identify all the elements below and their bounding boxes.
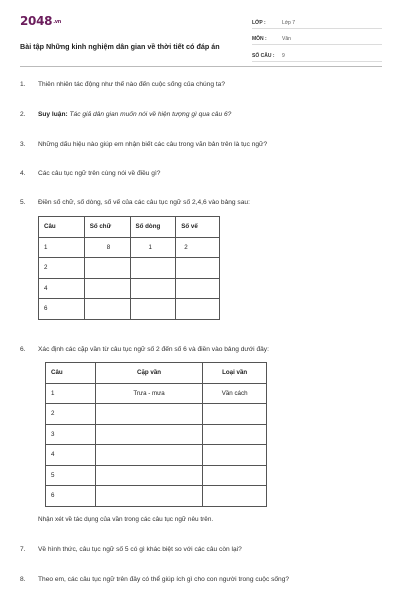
- question-text: Những dấu hiệu nào giúp em nhận biết các câu trong văn bản trên là tục ngữ?: [38, 141, 268, 148]
- table-cell[interactable]: [203, 465, 267, 486]
- question-text: Các câu tục ngữ trên cùng nói về điều gì?: [38, 170, 161, 177]
- table-cell[interactable]: [176, 258, 220, 279]
- table-cell: 4: [39, 278, 85, 299]
- document-title: Bài tập Những kinh nghiệm dân gian về thời tiết có đáp án: [20, 42, 220, 51]
- table-header-row: [39, 217, 220, 238]
- question-number: 1.: [20, 81, 26, 88]
- table-header-cell: Số dòng: [130, 217, 176, 238]
- table-row: [39, 258, 220, 279]
- table-row: [39, 278, 220, 299]
- table-rhyme-pairs: [45, 362, 267, 507]
- table-row: [46, 383, 267, 404]
- table-row: [46, 424, 267, 445]
- question-number: 8.: [20, 576, 26, 583]
- table-cell[interactable]: [130, 278, 176, 299]
- table-cell[interactable]: [84, 299, 130, 320]
- table-cell[interactable]: [176, 299, 220, 320]
- meta-key: MÔN :: [252, 36, 267, 42]
- table-header-row: [46, 363, 267, 384]
- question-text: Theo em, các câu tục ngữ trên đây có thể giúp ích gì cho con người trong cuộc sống?: [38, 576, 290, 583]
- table-cell[interactable]: [130, 299, 176, 320]
- meta-row-class: [252, 14, 382, 29]
- table-header-cell: Số vế: [176, 217, 220, 238]
- table-cell: 8: [84, 237, 130, 258]
- table-cell: 1: [46, 383, 96, 404]
- question-4: [20, 170, 382, 177]
- table-header-cell: Cặp vần: [95, 363, 202, 384]
- table-cell[interactable]: [95, 465, 202, 486]
- table-cell: 1: [130, 237, 176, 258]
- meta-key: LỚP :: [252, 19, 266, 26]
- meta-row-subject: [252, 31, 382, 46]
- logo-main: 2048: [20, 14, 53, 28]
- table-cell: 4: [46, 445, 96, 466]
- question-3: [20, 141, 382, 148]
- table-row: [46, 445, 267, 466]
- question-text: Điền số chữ, số dòng, số vế của các câu tục ngữ số 2,4,6 vào bảng sau:: [38, 199, 250, 206]
- table-cell: 2: [176, 237, 220, 258]
- question-number: 3.: [20, 141, 26, 148]
- question-6-note: Nhận xét về tác dụng của vần trong các câu tục ngữ nêu trên.: [38, 516, 214, 523]
- table-cell: Vần cách: [203, 383, 267, 404]
- table-header-cell: Loại vần: [203, 363, 267, 384]
- table-cell[interactable]: [95, 424, 202, 445]
- table-cell: 6: [39, 299, 85, 320]
- table-cell[interactable]: [84, 278, 130, 299]
- table-header-cell: Câu: [39, 217, 85, 238]
- meta-row-count: [252, 47, 382, 62]
- question-5: [20, 199, 382, 206]
- table-cell[interactable]: [203, 486, 267, 507]
- meta-value: 9: [282, 52, 285, 59]
- question-8: [20, 576, 382, 583]
- meta-value: Lớp 7: [282, 19, 296, 26]
- question-number: 6.: [20, 346, 26, 353]
- table-cell: 6: [46, 486, 96, 507]
- table-row: [39, 299, 220, 320]
- table-cell: 2: [46, 404, 96, 425]
- table-cell[interactable]: [95, 486, 202, 507]
- question-text: Thiên nhiên tác động như thế nào đến cuộc sống của chúng ta?: [38, 81, 225, 88]
- question-number: 4.: [20, 170, 26, 177]
- table-cell[interactable]: [203, 424, 267, 445]
- table-header-cell: Câu: [46, 363, 96, 384]
- question-italic-text: Tác giả dân gian muốn nói về hiện tượng gì qua câu 6?: [69, 111, 232, 118]
- table-cell[interactable]: [130, 258, 176, 279]
- table-row: [46, 404, 267, 425]
- document-header: [20, 12, 382, 64]
- table-row: [46, 465, 267, 486]
- question-label: Suy luận:: [38, 111, 68, 118]
- meta-value: Văn: [282, 36, 291, 42]
- question-text: [38, 111, 382, 118]
- header-divider: [20, 66, 382, 67]
- question-text: Xác định các cặp vần từ câu tục ngữ số 2 đến số 6 và điền vào bảng dưới đây:: [38, 346, 269, 353]
- table-cell[interactable]: [95, 445, 202, 466]
- question-number: 2.: [20, 111, 26, 118]
- question-number: 7.: [20, 546, 26, 553]
- meta-panel: [252, 14, 382, 64]
- question-number: 5.: [20, 199, 26, 206]
- question-2: [20, 111, 382, 118]
- table-header-cell: Số chữ: [84, 217, 130, 238]
- table-row: [39, 237, 220, 258]
- table-cell: 5: [46, 465, 96, 486]
- table-cell: 2: [39, 258, 85, 279]
- meta-key: SỐ CÂU :: [252, 52, 275, 59]
- logo-suffix: .vn: [53, 18, 62, 25]
- table-cell[interactable]: [203, 445, 267, 466]
- table-cell[interactable]: [203, 404, 267, 425]
- table-word-count: [38, 216, 220, 320]
- table-cell: Trưa - mưa: [95, 383, 202, 404]
- question-1: [20, 81, 382, 88]
- table-cell[interactable]: [176, 278, 220, 299]
- table-row: [46, 486, 267, 507]
- question-text: Về hình thức, câu tục ngữ số 5 có gì khác biệt so với các câu còn lại?: [38, 546, 242, 553]
- table-cell: 1: [39, 237, 85, 258]
- table-cell[interactable]: [84, 258, 130, 279]
- table-cell: 3: [46, 424, 96, 445]
- site-logo[interactable]: [20, 14, 61, 28]
- question-7: [20, 546, 382, 553]
- question-6: [20, 346, 382, 353]
- table-cell[interactable]: [95, 404, 202, 425]
